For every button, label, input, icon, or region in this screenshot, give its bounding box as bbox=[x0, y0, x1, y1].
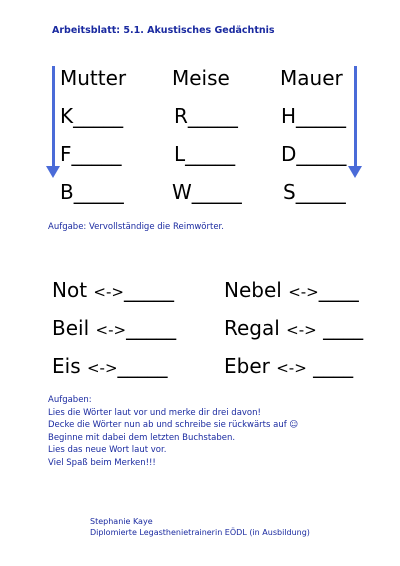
rhyme-blank: F_____ bbox=[60, 142, 122, 166]
rhyme-word: Regal bbox=[224, 316, 280, 340]
author-title: Diplomierte Legasthenietrainerin EÖDL (in Ausbildung) bbox=[90, 527, 310, 537]
rhyme-arrow: <-> bbox=[93, 283, 124, 301]
rhyme-pair bbox=[52, 354, 168, 380]
instruction-text: Aufgabe: Vervollständige die Reimwörter. bbox=[48, 222, 224, 232]
rhyme-blank: _____ bbox=[126, 316, 177, 340]
rhyme-blank: ____ bbox=[323, 316, 364, 340]
rhyme-blank: ____ bbox=[313, 354, 354, 378]
rhyme-arrow: <-> bbox=[86, 359, 118, 377]
rhyme-word: Not bbox=[52, 278, 88, 302]
task-line: Viel Spaß beim Merken!!! bbox=[48, 457, 156, 468]
author-name: Stephanie Kaye bbox=[90, 517, 153, 526]
rhyme-blank: W_____ bbox=[172, 180, 242, 204]
rhyme-blank: H_____ bbox=[281, 104, 347, 128]
rhyme-blank: K_____ bbox=[60, 104, 124, 128]
rhyme-word: Eis bbox=[52, 354, 81, 378]
rhyme-pair bbox=[224, 354, 353, 380]
task-line: Lies das neue Wort laut vor. bbox=[48, 445, 167, 455]
rhyme-pair bbox=[52, 278, 174, 304]
rhyme-arrow: <-> bbox=[286, 321, 317, 339]
rhyme-blank: L_____ bbox=[174, 142, 236, 166]
tasks-heading: Aufgaben: bbox=[48, 395, 92, 405]
rhyme-blank: _____ bbox=[117, 354, 168, 378]
rhyme-blank: R_____ bbox=[174, 104, 238, 128]
arrow-down-icon bbox=[48, 66, 58, 178]
rhyme-word: Eber bbox=[224, 354, 270, 378]
rhyme-arrow: <-> bbox=[276, 359, 307, 377]
rhyme-pair bbox=[224, 316, 363, 342]
rhyme-arrow: <-> bbox=[288, 283, 319, 301]
arrow-down-icon bbox=[350, 66, 360, 178]
rhyme-blank: _____ bbox=[123, 278, 174, 302]
tasks-block bbox=[48, 394, 298, 469]
rhyme-blank: D_____ bbox=[281, 142, 347, 166]
rhyme-pair bbox=[224, 278, 359, 304]
rhyme-word: Beil bbox=[52, 316, 90, 340]
rhyme-blank: B_____ bbox=[60, 180, 124, 204]
rhyme-pair bbox=[52, 316, 176, 342]
rhyme-word: Nebel bbox=[224, 278, 282, 302]
rhyme-arrow: <-> bbox=[95, 321, 127, 339]
author-block bbox=[90, 517, 310, 538]
rhyme-blank: S_____ bbox=[283, 180, 346, 204]
base-word: Meise bbox=[172, 66, 230, 90]
base-word: Mauer bbox=[280, 66, 343, 90]
rhyme-blank: ____ bbox=[318, 278, 359, 302]
task-line: Lies die Wörter laut vor und merke dir drei davon! bbox=[48, 407, 261, 418]
base-word: Mutter bbox=[60, 66, 127, 90]
worksheet-title: Arbeitsblatt: 5.1. Akustisches Gedächtnis bbox=[52, 25, 275, 36]
task-line: Decke die Wörter nun ab und schreibe sie rückwärts auf ☺ bbox=[48, 420, 299, 430]
task-line: Beginne mit dabei dem letzten Buchstaben. bbox=[48, 432, 236, 443]
